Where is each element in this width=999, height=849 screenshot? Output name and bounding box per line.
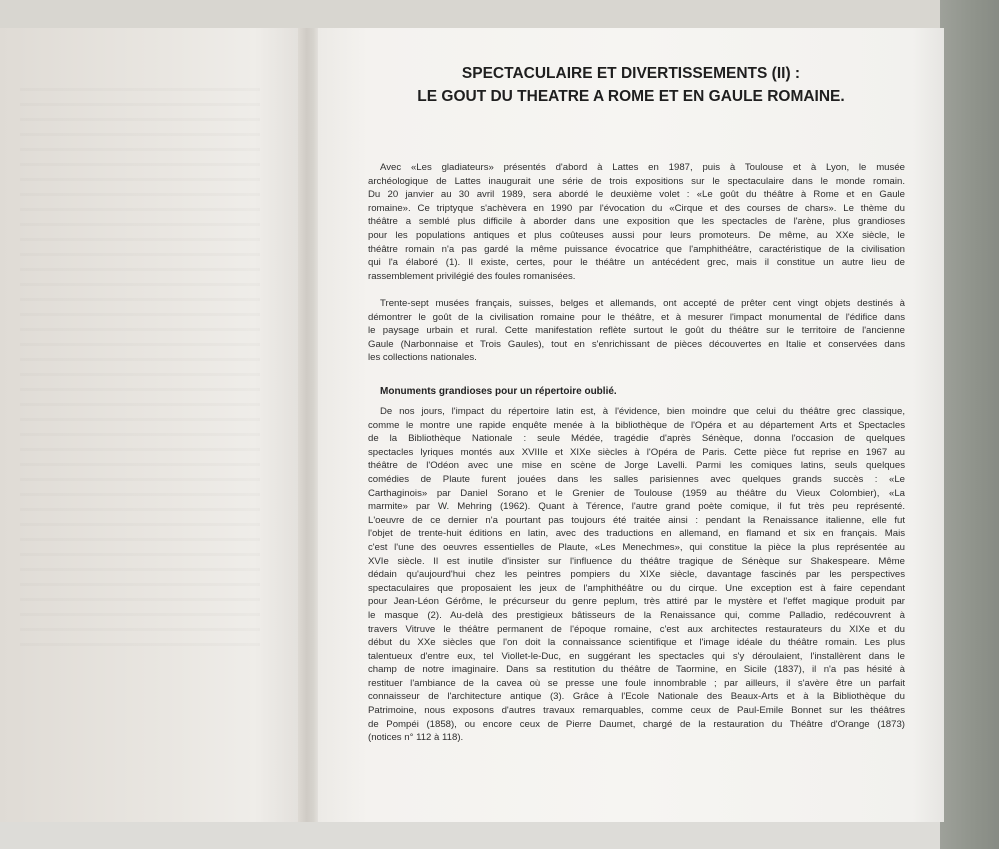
text-line: pour les populations antiques et plus coûteuses aussi pour leurs promoteurs. De même, au XXe siècle, le <box>368 229 905 241</box>
text-line: démontrer le goût de la civilisation romaine pour le théâtre, et à mesurer l'impact monumental de l'édifice dans <box>368 311 905 323</box>
text-line: archéologique de Lattes inaugurait une série de trois expositions sur le spectaculaire dans le monde romain. <box>368 175 905 187</box>
section-heading: Monuments grandioses pour un répertoire oublié. <box>380 386 617 397</box>
text-line: qui l'a élaboré (1). Il existe, certes, pour le théâtre un antécédent grec, mais il constitue un autre lieu de <box>368 257 905 269</box>
page-title <box>318 62 944 108</box>
text-line: Carthaginois» par Daniel Sorano et le Grenier de Toulouse (1959 au théâtre du Vieux Colombier), «La <box>368 487 905 499</box>
text-line: marmite» par W. Mehring (1962). Quant à Térence, l'autre grand poète comique, il fut très peu représenté. <box>368 501 905 513</box>
show-through-text <box>20 88 260 648</box>
paragraph-repertoire <box>368 405 905 745</box>
text-line: spectacles lyriques montés aux XVIIIe et XIXe siècles à l'Opéra de Paris. Cette pièce fut reprise en 1967 au <box>368 446 905 458</box>
text-line: XVIe siècle. Il est inutile d'insister sur l'influence du théâtre tragique de Sénèque sur Shakespeare. Même <box>368 555 905 567</box>
text-line: dédain qu'aujourd'hui chez les peintres pompiers du XIXe siècle, davantage fascinés par les perspectives <box>368 569 905 581</box>
text-line: Avec «Les gladiateurs» présentés d'abord à Lattes en 1987, puis à Toulouse et à Lyon, le musée <box>380 162 905 173</box>
text-line: rassemblement privilégié des foules romanisées. <box>368 270 576 282</box>
text-line: c'est l'une des oeuvres essentielles de Plaute, «Les Menechmes», qui constitue la pièce la plus représentée au <box>368 541 905 553</box>
text-line: spectaculaires que proposaient les jeux de l'amphithéâtre ou du cirque. Une exception est à faire cependant <box>368 582 905 594</box>
left-page <box>0 28 300 822</box>
text-line: théâtre a semblé plus difficile à aborder dans une exposition que les spectacles de l'arène, plus grandioses <box>368 216 905 228</box>
background-surface <box>940 0 999 849</box>
text-line: connaisseur de l'architecture antique (3). Grâce à l'Ecole Nationale des Beaux-Arts et à la Bibliothèque du <box>368 691 905 703</box>
text-line: l'objet de trente-huit éditions en latin, avec des traductions en allemand, en flamand et six en français. Mais <box>368 528 905 540</box>
text-line: théâtre de l'Odéon avec une mise en scène de Jorge Lavelli. Parmi les comiques latins, seuls quelques <box>368 460 905 472</box>
book-gutter <box>298 28 320 822</box>
text-line: Patrimoine, nous exposons d'autres travaux remarquables, comme ceux de Paul-Emile Bonnet sur les théâtres <box>368 705 905 717</box>
text-line: (notices n° 112 à 118). <box>368 732 464 744</box>
text-line: talentueux d'entre eux, tel Viollet-le-Duc, en suggérant les spectacles qui s'y déroulaient, l'installèrent dans le <box>368 650 905 662</box>
text-line: restituer l'ambiance de la cavea où se presse une foule innombrable ; par ailleurs, il s'avère être un parfait <box>368 677 905 689</box>
text-line: de la Bibliothèque Nationale : seule Médée, tragédie d'après Sénèque, donna l'occasion de quelques <box>368 433 905 445</box>
table-surface <box>0 822 999 849</box>
text-line: L'oeuvre de ce dernier n'a pourtant pas toujours été traitée ainsi : pendant la Renaissance italienne, elle fut <box>368 514 905 526</box>
text-line: romaine». Ce triptyque s'achèvera en 1990 par l'évocation du «Cirque et des courses de chars». Le thème du <box>368 202 905 214</box>
text-line: de Pompéi (1858), ou encore ceux de Pierre Daumet, chargé de la restauration du Théâtre d'Orange (1873) <box>368 718 905 730</box>
title-line: SPECTACULAIRE ET DIVERTISSEMENTS (II) : <box>461 65 801 82</box>
text-line: Du 20 janvier au 30 avril 1989, sera abordé le deuxième volet : «Le goût du théâtre à Rome et en Gaule <box>368 189 905 201</box>
paragraph-intro <box>368 161 905 283</box>
title-line: LE GOUT DU THEATRE A ROME ET EN GAULE ROMAINE. <box>417 88 845 105</box>
text-line: pour Jean-Léon Gérôme, le précurseur du genre peplum, très attiré par le mystère et l'effet magique produit par <box>368 596 905 608</box>
paragraph-museums <box>368 297 905 365</box>
text-line: le paysage urbain et rural. Cette manifestation reflète surtout le goût du théâtre sur le territoire de l'ancienne <box>368 325 905 337</box>
text-line: comme le montre une rapide enquête menée à la bibliothèque de l'Opéra et au département Arts et Spectacles <box>368 419 905 431</box>
text-line: De nos jours, l'impact du répertoire latin est, à l'évidence, bien moindre que celui du théâtre grec classique, <box>380 406 905 417</box>
text-line: Gaule (Narbonnaise et Trois Gaules), tout en s'enrichissant de pièces découvertes en Italie et conservées dans <box>368 338 905 350</box>
text-line: comédies de Plaute furent jouées dans les salles parisiennes avec quelques grands succès : «Le <box>368 473 905 485</box>
text-line: Trente-sept musées français, suisses, belges et allemands, ont accepté de prêter cent vingt objets destinés à <box>380 298 905 309</box>
text-line: théâtre romain n'a pas gardé la même puissance évocatrice que l'amphithéâtre, caractéristique de la civilisation <box>368 243 905 255</box>
text-line: champ de notre imaginaire. Dans sa restitution du théâtre de Taormine, en Sicile (1837), il n'a pas hésité à <box>368 664 905 676</box>
text-line: travers Vitruve le théâtre permanent de l'époque romaine, c'est aux architectes restaurateurs du XIXe et du <box>368 623 905 635</box>
text-line: début du XXe siècles que l'on doit la connaissance scientifique et l'image idéale du théâtre romain. Les plus <box>368 637 905 649</box>
text-line: les collections nationales. <box>368 352 477 364</box>
text-line: le masque (2). Au-delà des prestigieux bâtisseurs de la Renaissance qui, comme Palladio, redécouvrent à <box>368 609 905 621</box>
